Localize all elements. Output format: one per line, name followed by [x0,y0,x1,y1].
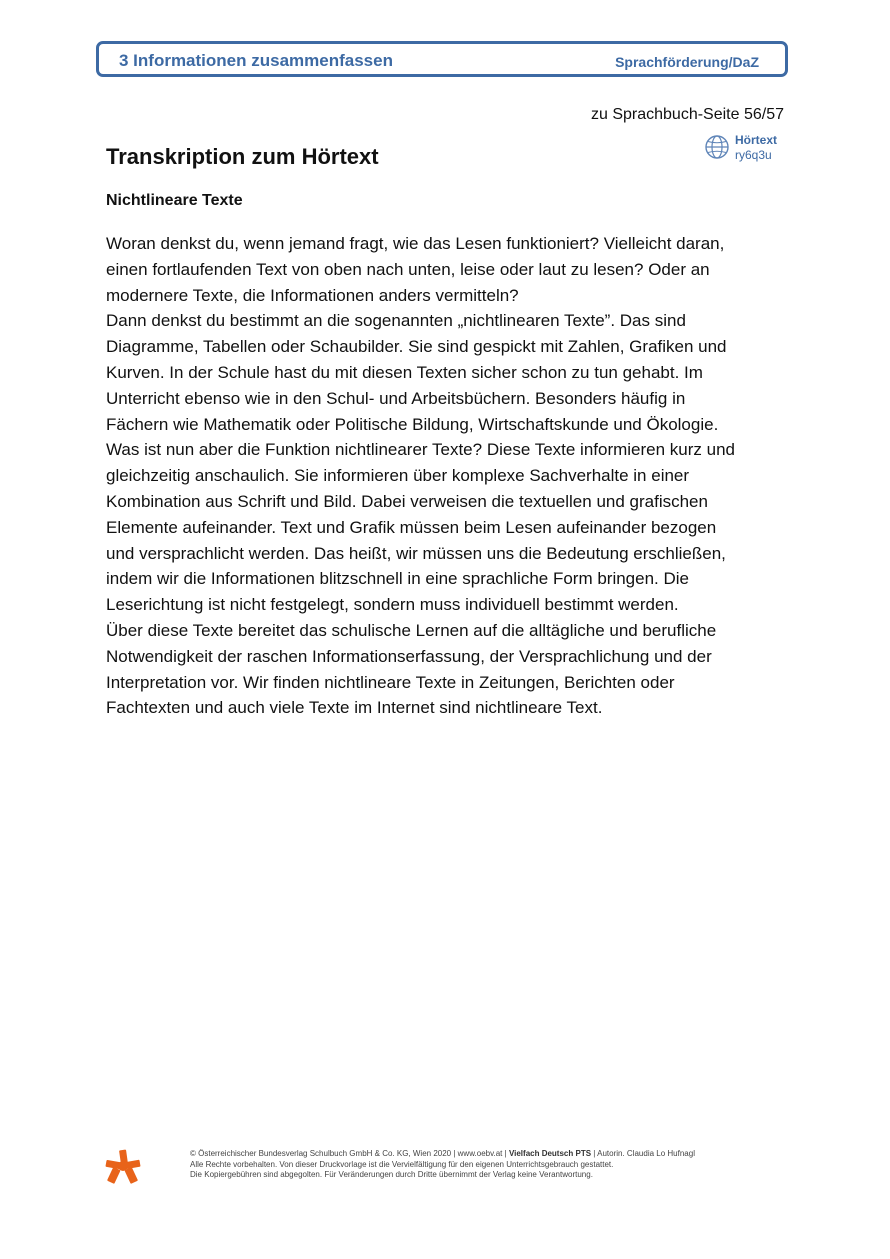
text-line: Fachtexten und auch viele Texte im Internet sind nichtlineare Text. [106,698,603,718]
footer-line: Die Kopiergebühren sind abgegolten. Für Veränderungen durch Dritte übernimmt der Verlag keine Verantwortung. [190,1170,593,1179]
text-line: Woran denkst du, wenn jemand fragt, wie das Lesen funktioniert? Vielleicht daran, [106,234,725,253]
text-line: Dann denkst du bestimmt an die sogenannten „nichtlinearen Texte”. Das sind [106,311,686,331]
text-line: Elemente aufeinander. Text und Grafik müssen beim Lesen aufeinander bezogen [106,517,717,537]
text-line: gleichzeitig anschaulich. Sie informieren über komplexe Sachverhalte in einer [106,466,690,486]
text-line: indem wir die Informationen blitzschnell in eine sprachliche Form bringen. Die [106,569,689,589]
text-line: Interpretation vor. Wir finden nichtlineare Texte in Zeitungen, Berichten oder [106,672,675,692]
publisher-logo-icon [104,1148,142,1186]
text-line: Diagramme, Tabellen oder Schaubilder. Sie sind gespickt mit Zahlen, Grafiken und [106,337,727,357]
text-line: Unterricht ebenso wie in den Schul- und Arbeitsbüchern. Besonders häufig in [106,388,686,408]
copyright-prefix: © Österreichischer Bundesverlag Schulbuch GmbH & Co. KG, Wien 2020 | www.oebv.at | [190,1149,509,1158]
footer-copyright [190,1149,695,1181]
audio-link[interactable] [704,133,794,163]
text-line: Kombination aus Schrift und Bild. Dabei verweisen die textuellen und grafischen [106,491,708,511]
text-line: Notwendigkeit der raschen Informationserfassung, der Versprachlichung und der [106,646,712,666]
copyright-suffix: | Autorin. Claudia Lo Hufnagl [591,1149,695,1158]
footer-line [190,1149,695,1160]
globe-icon [704,134,730,160]
audio-code: ry6q3u [735,148,772,162]
text-line: Über diese Texte bereitet das schulische Lernen auf die alltägliche und berufliche [106,620,717,640]
text-line: Kurven. In der Schule hast du mit diesen Texten sicher schon zu tun gehabt. Im [106,362,703,382]
audio-title: Hörtext [735,133,778,147]
page-title: Transkription zum Hörtext [106,144,379,169]
text-line: und versprachlicht werden. Das heißt, wir müssen uns die Bedeutung erschließen, [106,543,726,563]
subheading: Nichtlineare Texte [106,192,243,209]
product-name: Vielfach Deutsch PTS [508,1149,592,1158]
footer-line: Alle Rechte vorbehalten. Von dieser Druckvorlage ist die Vervielfältigung für den eigenen Unterrichtsgebrauch gestattet. [190,1159,614,1169]
chapter-title: 3 Informationen zusammenfassen [119,51,393,70]
text-line: modernere Texte, die Informationen anders vermitteln? [106,285,519,305]
text-line: einen fortlaufenden Text von oben nach unten, leise oder laut zu lesen? Oder an [106,259,710,279]
text-line: Was ist nun aber die Funktion nichtlinearer Texte? Diese Texte informieren kurz und [106,440,736,460]
chapter-header [96,41,788,77]
section-label: Sprachförderung/DaZ [615,54,759,70]
text-line: Leserichtung ist nicht festgelegt, sondern muss individuell bestimmt werden. [106,595,679,615]
body-text [106,231,786,721]
page-reference: zu Sprachbuch-Seite 56/57 [590,106,784,123]
text-line: Fächern wie Mathematik oder Politische Bildung, Wirtschaftskunde und Ökologie. [106,414,719,434]
